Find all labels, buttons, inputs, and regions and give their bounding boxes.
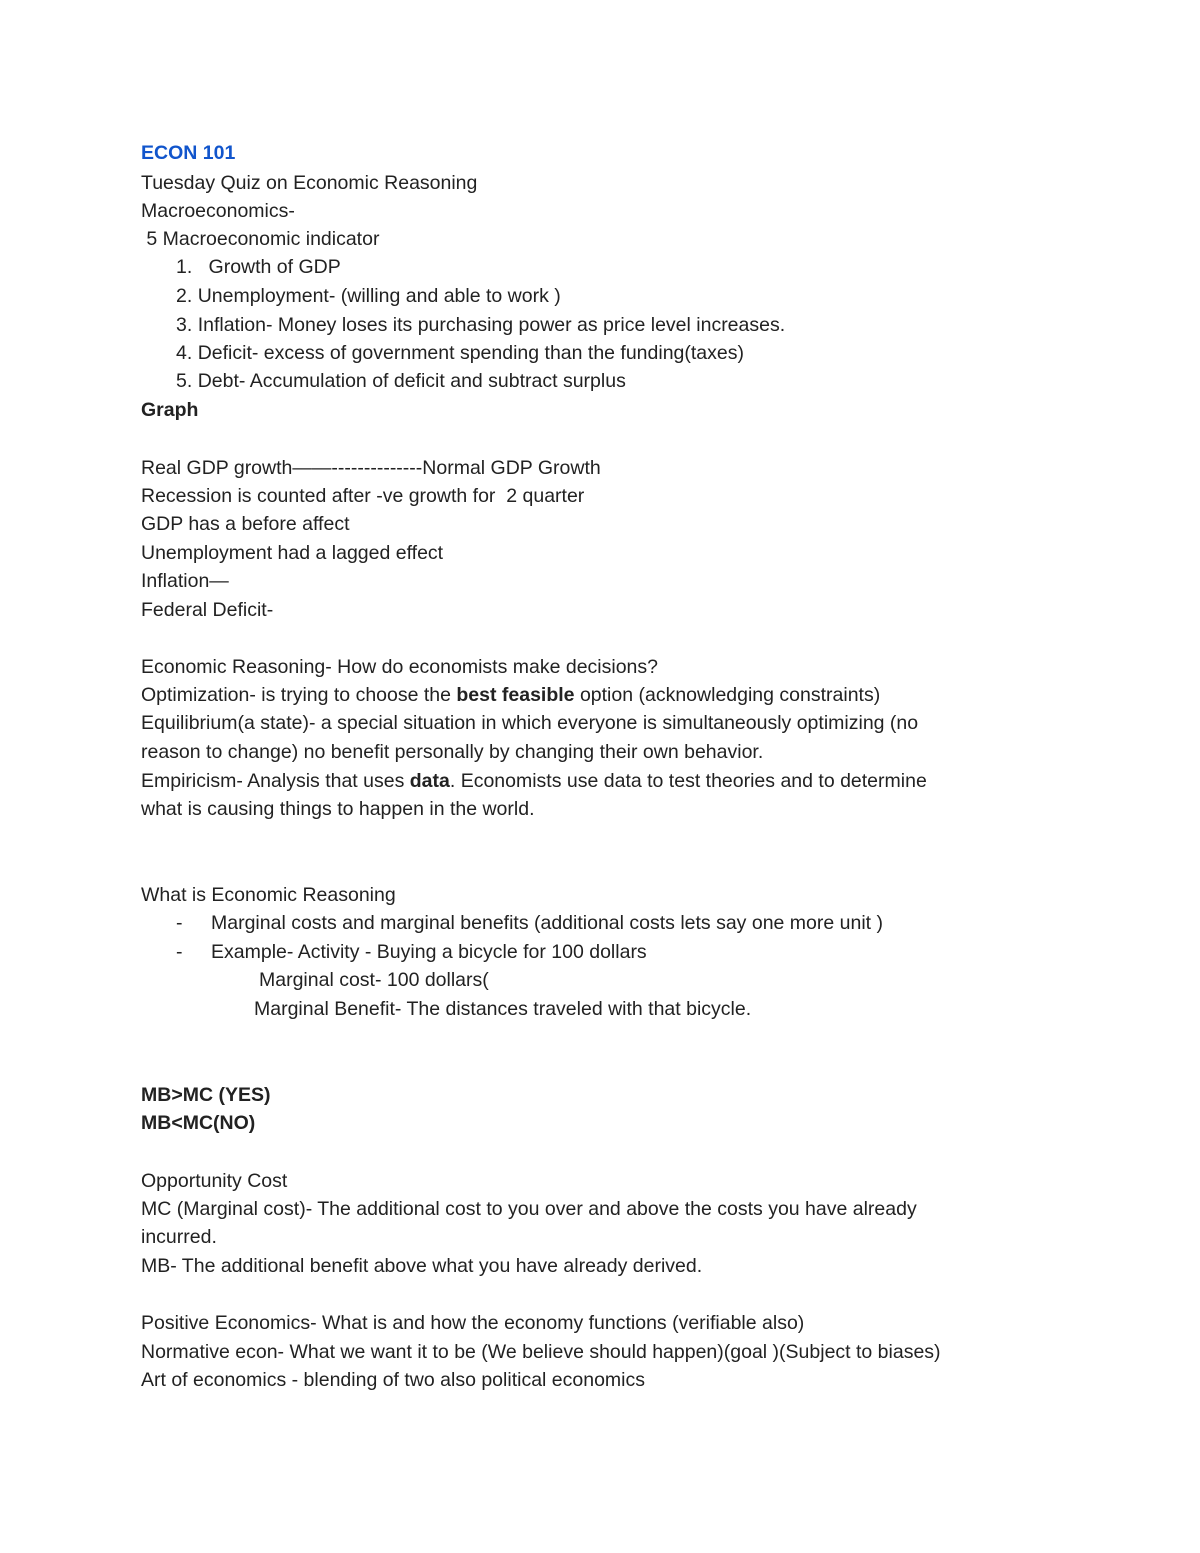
graph-line: Unemployment had a lagged effect bbox=[141, 542, 444, 564]
opportunity-heading: Opportunity Cost bbox=[141, 1170, 288, 1192]
graph-line: GDP has a before affect bbox=[141, 513, 350, 535]
sub-item: Marginal Benefit- The distances traveled with that bicycle. bbox=[254, 998, 752, 1020]
equilibrium-line: reason to change) no benefit personally by changing their own behavior. bbox=[141, 741, 764, 763]
empiricism-line: Empiricism- Analysis that uses data. Economists use data to test theories and to determine bbox=[141, 770, 927, 792]
econ-type-line: Positive Economics- What is and how the economy functions (verifiable also) bbox=[141, 1312, 805, 1334]
rule-yes: MB>MC (YES) bbox=[141, 1084, 271, 1106]
sub-item: Marginal cost- 100 dollars( bbox=[259, 969, 489, 991]
list-item: 4. Deficit- excess of government spending than the funding(taxes) bbox=[176, 342, 744, 364]
list-item: 3. Inflation- Money loses its purchasing power as price level increases. bbox=[176, 314, 786, 336]
graph-line: Federal Deficit- bbox=[141, 599, 274, 621]
graph-line: Inflation— bbox=[141, 570, 229, 592]
what-is-heading: What is Economic Reasoning bbox=[141, 884, 396, 906]
macro-label: Macroeconomics- bbox=[141, 200, 295, 222]
list-item: 1. Growth of GDP bbox=[176, 256, 341, 278]
doc-subtitle: Tuesday Quiz on Economic Reasoning bbox=[141, 172, 478, 194]
bullet-item: Marginal costs and marginal benefits (additional costs lets say one more unit ) bbox=[211, 912, 883, 934]
bullet-dash: - bbox=[176, 912, 183, 934]
graph-heading: Graph bbox=[141, 399, 199, 421]
reasoning-heading: Economic Reasoning- How do economists make decisions? bbox=[141, 656, 658, 678]
mc-definition: MC (Marginal cost)- The additional cost to you over and above the costs you have already bbox=[141, 1198, 917, 1220]
equilibrium-line: Equilibrium(a state)- a special situation in which everyone is simultaneously optimizing (no bbox=[141, 712, 919, 734]
indicators-heading: 5 Macroeconomic indicator bbox=[141, 228, 380, 250]
list-item: 2. Unemployment- (willing and able to work ) bbox=[176, 285, 561, 307]
econ-type-line: Normative econ- What we want it to be (We believe should happen)(goal )(Subject to biases) bbox=[141, 1341, 941, 1363]
bullet-dash: - bbox=[176, 941, 183, 963]
graph-line: Real GDP growth——--------------Normal GDP Growth bbox=[141, 457, 601, 479]
bullet-item: Example- Activity - Buying a bicycle for 100 dollars bbox=[211, 941, 647, 963]
doc-title: ECON 101 bbox=[141, 142, 236, 164]
mc-definition: incurred. bbox=[141, 1226, 217, 1248]
list-item: 5. Debt- Accumulation of deficit and subtract surplus bbox=[176, 370, 626, 392]
mb-definition: MB- The additional benefit above what you have already derived. bbox=[141, 1255, 703, 1277]
rule-no: MB<MC(NO) bbox=[141, 1112, 256, 1134]
optimization-line: Optimization- is trying to choose the best feasible option (acknowledging constraints) bbox=[141, 684, 881, 706]
econ-type-line: Art of economics - blending of two also political economics bbox=[141, 1369, 645, 1391]
graph-line: Recession is counted after -ve growth for 2 quarter bbox=[141, 485, 585, 507]
empiricism-line: what is causing things to happen in the world. bbox=[141, 798, 535, 820]
